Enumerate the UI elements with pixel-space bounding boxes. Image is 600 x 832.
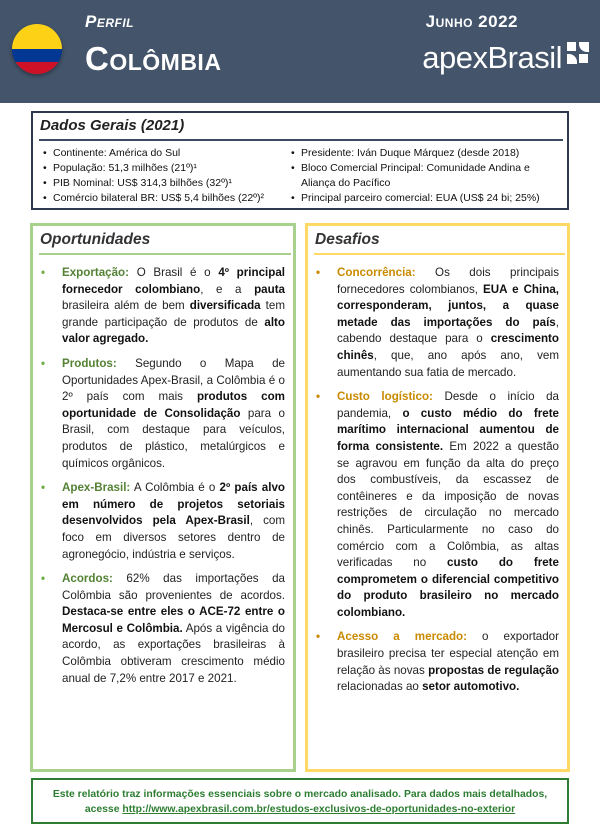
list-item: • Acordos: 62% das importações da Colômbia são provenientes de acordos. Destaca-se entre eles o ACE-72 entre o Mercosul e Colômbia. Após a vigência do acordo, as exportações brasileiras à Colômbia obtiveram crescimento médio anual de 7,2% entre 2017 e 2021. bbox=[40, 571, 285, 687]
list-item: • Principal parceiro comercial: EUA (US$ 24 bi; 25%) bbox=[291, 191, 563, 206]
divider bbox=[314, 253, 565, 255]
list-item: • Custo logístico: Desde o início da pandemia, o custo médio do frete marítimo internacional aumentou de forma consistente. Em 2022 a questão se agravou em função da alta do preço dos combustíveis, da escassez de contêineres e da imposição de novas restrições de circulação no mercado chinês. Particularmente no caso do comércio com a Colômbia, as altas verificadas no custo do frete comprometem o diferencial competitivo do produto brasileiro no mercado colombiano. bbox=[315, 389, 559, 621]
list-item: • Concorrência: Os dois principais fornecedores colombianos, EUA e China, corresponderam, juntos, a quase metade das importações do país, cabendo destaque para o crescimento chinês, que, ano após ano, vem aumentando sua fatia de mercado. bbox=[315, 265, 559, 381]
list-item: • Bloco Comercial Principal: Comunidade Andina e Aliança do Pacífico bbox=[291, 161, 563, 191]
general-data-title: Dados Gerais (2021) bbox=[40, 117, 185, 134]
divider bbox=[39, 253, 291, 255]
list-item: • Produtos: Segundo o Mapa de Oportunidades Apex-Brasil, a Colômbia é o 2º país com mais produtos com oportunidade de Consolidação para o Brasil, com destaque para veículos, produtos de plástico, metalúrgicos e químicos orgânicos. bbox=[40, 356, 285, 472]
list-item: • Apex-Brasil: A Colômbia é o 2º país alvo em número de projetos setoriais desenvolvidos pela Apex-Brasil, com foco em diversos setores dentro de agronegócio, indústria e serviços. bbox=[40, 480, 285, 563]
challenges-box bbox=[305, 223, 570, 772]
divider bbox=[39, 139, 563, 141]
opportunities-title: Oportunidades bbox=[40, 231, 151, 248]
profile-label: Perfil bbox=[85, 12, 135, 31]
general-data-list-left bbox=[43, 146, 283, 206]
challenges-title: Desafios bbox=[315, 231, 380, 248]
list-item: • PIB Nominal: US$ 314,3 bilhões (32º)¹ bbox=[43, 176, 283, 191]
general-data-list-right bbox=[291, 146, 563, 206]
list-item: • Exportação: O Brasil é o 4º principal fornecedor colombiano, e a pauta brasileira além de bem diversificada tem grande participação de produtos de alto valor agregado. bbox=[40, 265, 285, 348]
list-item: • Presidente: Iván Duque Márquez (desde 2018) bbox=[291, 146, 563, 161]
footer-note bbox=[31, 778, 569, 824]
report-date: Junho 2022 bbox=[425, 12, 518, 31]
footer-link-line: acesse http://www.apexbrasil.com.br/estudos-exclusivos-de-oportunidades-no-exterior bbox=[84, 804, 516, 815]
page-header bbox=[0, 0, 600, 103]
apexbrasil-logo: apexBrasil bbox=[422, 40, 562, 75]
apexbrasil-logo-mark-icon bbox=[567, 42, 589, 64]
report-link[interactable]: http://www.apexbrasil.com.br/estudos-exclusivos-de-oportunidades-no-exterior bbox=[122, 804, 516, 815]
challenges-list bbox=[315, 265, 559, 704]
opportunities-box bbox=[30, 223, 296, 772]
page-title: Colômbia bbox=[85, 40, 222, 77]
opportunities-list bbox=[40, 265, 285, 695]
colombia-flag-icon bbox=[12, 24, 62, 74]
list-item: • Comércio bilateral BR: US$ 5,4 bilhões (22º)² bbox=[43, 191, 283, 206]
list-item: • Continente: América do Sul bbox=[43, 146, 283, 161]
list-item: • Acesso a mercado: o exportador brasileiro precisa ter especial atenção em relação às novas propostas de regulação relacionadas ao setor automotivo. bbox=[315, 629, 559, 695]
list-item: • População: 51,3 milhões (21º)¹ bbox=[43, 161, 283, 176]
footer-text: Este relatório traz informações essenciais sobre o mercado analisado. Para dados mais detalhados, bbox=[52, 789, 548, 800]
general-data-box bbox=[31, 111, 569, 210]
